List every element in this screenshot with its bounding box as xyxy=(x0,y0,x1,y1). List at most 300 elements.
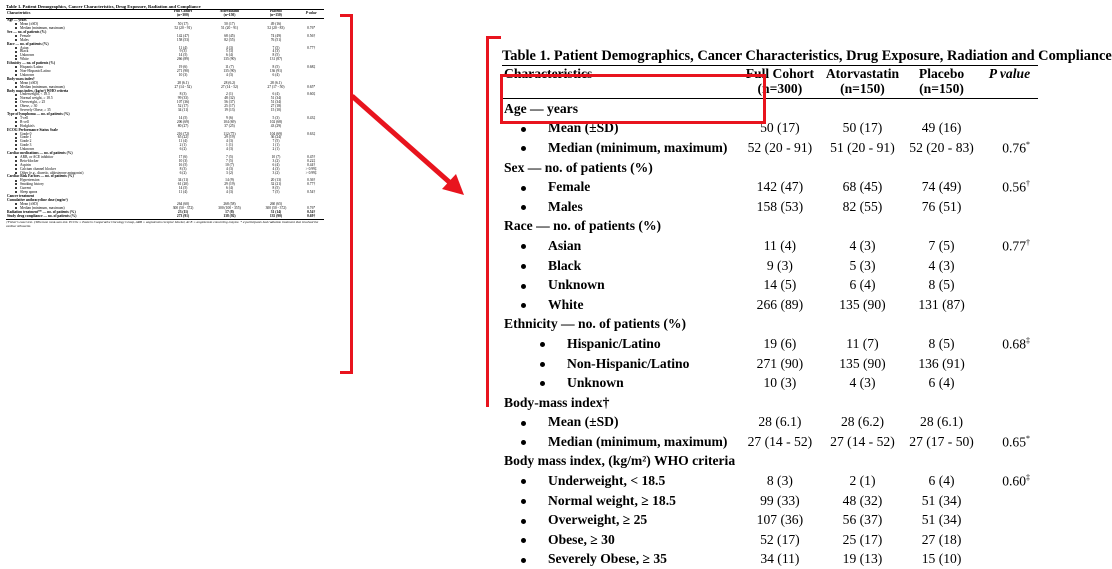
thumb-cell-placebo: 8 (5) xyxy=(254,54,299,58)
thumb-cell-placebo: 131 (87) xyxy=(254,58,299,62)
zoom-cell-pvalue xyxy=(981,236,1038,256)
zoom-cell-ator xyxy=(823,452,903,472)
thumb-cell-ator: 3 (2) xyxy=(205,172,253,176)
zoom-row-label xyxy=(502,491,737,511)
zoom-row-label-text: Black xyxy=(548,258,581,273)
thumb-row-label-text: Hodgkin's xyxy=(20,124,35,128)
bullet-icon xyxy=(521,519,526,524)
zoom-row-label xyxy=(502,530,737,550)
thumb-cell-ator: 135 (90) xyxy=(205,70,253,74)
zoom-cell-ator: 56 (37) xyxy=(823,510,903,530)
thumb-cell-ator: 4 (3) xyxy=(205,148,253,152)
zoom-cell-ator: 5 (3) xyxy=(823,256,903,276)
thumb-cell-ator: 7 (5) xyxy=(205,160,253,164)
thumb-pvalue-text: 0.76* xyxy=(307,206,315,210)
thumb-cell-ator: 4 (3) xyxy=(205,191,253,195)
zoom-cell-pvalue xyxy=(981,491,1038,511)
thumb-row-label-text: Sex — no. of patients (%) xyxy=(7,30,46,34)
bullet-icon xyxy=(540,362,545,367)
zoom-cell-full: 50 (17) xyxy=(737,119,823,139)
zoom-header-ator: Atorvastatin (n=150) xyxy=(823,66,903,99)
zoom-header-placebo: Placebo (n=150) xyxy=(902,66,981,99)
zoom-cell-full xyxy=(737,452,823,472)
zoom-cell-full: 8 (3) xyxy=(737,471,823,491)
thumb-cell-ator: 28 (6.2) xyxy=(205,82,253,86)
zoom-row-label xyxy=(502,177,737,197)
thumb-cell-placebo: 300 (50 - 372) xyxy=(254,207,299,211)
thumb-cell-ator: 10 (7) xyxy=(205,164,253,168)
thumb-cell-placebo: 20 (13) xyxy=(254,179,299,183)
thumb-row-label-text: Mean (±SD) xyxy=(20,81,38,85)
zoom-cell-ator xyxy=(823,315,903,335)
bullet-icon xyxy=(521,186,526,191)
bullet-icon xyxy=(15,183,17,185)
bullet-icon xyxy=(540,342,545,347)
zoom-row-label xyxy=(502,432,737,452)
zoom-row-label-text: Asian xyxy=(548,238,581,253)
thumb-cell-full: 266 (89) xyxy=(161,58,206,62)
zoom-row-label xyxy=(502,256,737,276)
zoom-row-label-text: Body-mass index† xyxy=(504,395,609,410)
zoom-row-label xyxy=(502,315,737,335)
thumb-pvalue-text: 0.54† xyxy=(307,210,315,214)
zoom-pvalue-mark: † xyxy=(1026,238,1030,247)
thumb-row-label-text: Hispanic/Latino xyxy=(20,65,43,69)
thumb-row-label-text: Grade 2 xyxy=(20,139,31,143)
zoom-cell-placebo: 28 (6.1) xyxy=(902,413,981,433)
bullet-icon xyxy=(521,421,526,426)
zoom-pvalue-text: 0.68 xyxy=(1002,336,1026,351)
thumb-row-label-text: Calcium channel blocker xyxy=(20,167,56,171)
thumb-cell-placebo: 135 (90) xyxy=(254,215,299,219)
bullet-icon xyxy=(521,499,526,504)
zoom-cell-placebo: 27 (18) xyxy=(902,530,981,550)
thumb-cell-placebo: 260 (65) xyxy=(254,203,299,207)
zoom-row-label xyxy=(502,217,737,237)
thumb-cell-placebo: 15 (10) xyxy=(254,109,299,113)
bullet-icon xyxy=(521,479,526,484)
thumb-cell-ator: 56 (37) xyxy=(205,101,253,105)
zoom-table-row xyxy=(502,177,1038,197)
thumb-cell-ator: 268 (58) xyxy=(205,203,253,207)
zoom-pvalue-mark: * xyxy=(1026,434,1030,443)
thumb-cell-full: 34 (11) xyxy=(161,179,206,183)
bullet-icon xyxy=(15,137,17,139)
bullet-icon xyxy=(15,47,17,49)
zoom-cell-full: 14 (5) xyxy=(737,275,823,295)
zoom-cell-ator xyxy=(823,158,903,178)
thumb-cell-ator: 25 (17) xyxy=(205,105,253,109)
zoom-cell-pvalue xyxy=(981,550,1038,569)
thumb-cell-placebo: 7 (5) xyxy=(254,47,299,51)
zoom-row-label-text: Median (minimum, maximum) xyxy=(548,434,727,449)
bullet-icon xyxy=(15,98,17,100)
thumb-row-label-text: Age — years xyxy=(7,18,27,22)
thumb-cell-full: 50 (17) xyxy=(161,23,206,27)
thumb-row-label-text: Normal weight, ≥ 18.5 xyxy=(20,96,53,100)
thumb-cell-placebo: 4 (3) xyxy=(254,168,299,172)
zoom-cell-ator: 4 (3) xyxy=(823,236,903,256)
zoom-pvalue-text: 0.76 xyxy=(1002,140,1026,155)
thumb-row-label-text: Aspirin xyxy=(20,163,31,167)
thumb-cell-placebo: 6 (4) xyxy=(254,74,299,78)
zoom-row-label-text: Mean (±SD) xyxy=(548,414,619,429)
table-thumbnail xyxy=(6,4,324,366)
bullet-icon xyxy=(15,156,17,158)
bullet-icon xyxy=(15,187,17,189)
thumb-cell-placebo: 51 (34) xyxy=(254,101,299,105)
bullet-icon xyxy=(15,27,17,29)
zoom-row-label-text: Overweight, ≥ 25 xyxy=(548,512,647,527)
zoom-row-label-text: Normal weight, ≥ 18.5 xyxy=(548,493,676,508)
zoom-cell-full: 27 (14 - 52) xyxy=(737,432,823,452)
zoom-cell-pvalue xyxy=(981,530,1038,550)
thumb-cell-ator: 4 (3) xyxy=(205,74,253,78)
bullet-icon xyxy=(15,55,17,57)
thumbnail-header-row xyxy=(6,10,324,19)
zoom-cell-pvalue xyxy=(981,275,1038,295)
thumb-pvalue-text: > 0.99‡ xyxy=(306,167,317,171)
thumb-row-label-text: Beta-blocker xyxy=(20,159,39,163)
zoom-cell-placebo: 74 (49) xyxy=(902,177,981,197)
thumb-pvalue-text: 0.36† xyxy=(307,178,315,182)
zoom-cell-full: 158 (53) xyxy=(737,197,823,217)
thumb-cell-ator: 4 (3) xyxy=(205,140,253,144)
zoom-cell-placebo: 131 (87) xyxy=(902,295,981,315)
zoom-cell-ator xyxy=(823,99,903,119)
bullet-icon xyxy=(15,35,17,37)
thumb-cell-full: 80 (27) xyxy=(161,125,206,129)
zoom-table-row xyxy=(502,550,1038,569)
zoom-row-label-text: Female xyxy=(548,179,590,194)
thumb-cell-full: 52 (20 - 91) xyxy=(161,27,206,31)
thumb-row-label-text: Median (minimum, maximum) xyxy=(20,26,65,30)
bullet-icon xyxy=(521,440,526,445)
thumbnail-footnote: †Fisher's exact test. ‡Wilcoxon rank-sum test. ECOG = Eastern Cooperative Oncology Group, ARB = angiotensin receptor blocker, ACE = angiotensin converting enzyme. * 4 participants had radiation treatment that involved the cardiac silhouette. xyxy=(6,219,324,228)
bullet-icon xyxy=(15,172,17,174)
bullet-icon xyxy=(15,121,17,123)
zoom-row-label xyxy=(502,236,737,256)
thumb-cell-full: 19 (6) xyxy=(161,66,206,70)
thumb-cell-full: 300 (50 - 372) xyxy=(161,207,206,211)
zoom-row-label xyxy=(502,413,737,433)
thumb-row-label-text: Smoking history xyxy=(20,182,44,186)
thumb-row-label xyxy=(6,215,161,219)
zoom-pvalue-mark: † xyxy=(1026,179,1030,188)
thumb-row-label-text: Males xyxy=(20,38,29,42)
thumb-header-pvalue: P value xyxy=(298,10,324,19)
thumb-row-label-text: Grade 0 xyxy=(20,132,31,136)
bullet-icon xyxy=(521,284,526,289)
zoom-cell-pvalue xyxy=(981,177,1038,197)
zoom-row-label xyxy=(502,354,737,374)
zoom-cell-full: 11 (4) xyxy=(737,236,823,256)
thumb-cell-placebo: 3 (2) xyxy=(254,160,299,164)
zoom-cell-pvalue xyxy=(981,158,1038,178)
zoom-cell-ator: 6 (4) xyxy=(823,275,903,295)
thumb-cell-ator: 6 (4) xyxy=(205,54,253,58)
thumb-cell-ator: 82 (55) xyxy=(205,39,253,43)
zoom-cell-placebo: 7 (5) xyxy=(902,236,981,256)
highlight-box xyxy=(500,74,766,124)
bullet-icon xyxy=(15,101,17,103)
zoom-cell-ator xyxy=(823,393,903,413)
zoom-pvalue-text: 0.56 xyxy=(1002,179,1026,194)
zoom-cell-full: 266 (89) xyxy=(737,295,823,315)
zoom-row-label-text: Age — years xyxy=(504,101,578,116)
thumb-cell-placebo: 6 (4) xyxy=(254,93,299,97)
bullet-icon xyxy=(15,58,17,60)
zoom-row-label-text: Males xyxy=(548,199,583,214)
bullet-icon xyxy=(521,146,526,151)
bullet-icon xyxy=(15,51,17,53)
thumb-cell-full: 8 (3) xyxy=(161,93,206,97)
bullet-icon xyxy=(521,205,526,210)
zoom-cell-full: 142 (47) xyxy=(737,177,823,197)
thumb-cell-placebo: 36 (24) xyxy=(254,136,299,140)
thumb-cell-ator: 4 (3) xyxy=(205,47,253,51)
zoom-table-row xyxy=(502,158,1038,178)
thumb-pvalue-text: 0.69† xyxy=(307,214,315,218)
zoom-row-label-text: Sex — no. of patients (%) xyxy=(504,160,653,175)
zoom-cell-ator: 68 (45) xyxy=(823,177,903,197)
zoom-cell-placebo: 15 (10) xyxy=(902,550,981,569)
zoom-cell-full xyxy=(737,315,823,335)
zoom-row-label xyxy=(502,197,737,217)
bullet-icon xyxy=(15,86,17,88)
thumb-cell-placebo: 6 (4) xyxy=(254,164,299,168)
bullet-icon xyxy=(15,82,17,84)
thumb-cell-full: 14 (5) xyxy=(161,117,206,121)
thumb-row-label-text: Radiation treatment** — no. of patients (%) xyxy=(7,210,76,214)
thumb-cell-ator: 2 (1) xyxy=(205,93,253,97)
thumb-row-label-text: Female xyxy=(20,34,31,38)
thumb-row-label-text: Mean (±SD) xyxy=(20,22,38,26)
thumb-cell-ator: 4 (3) xyxy=(205,168,253,172)
zoom-cell-pvalue xyxy=(981,413,1038,433)
zoom-header-characteristics: Characteristics xyxy=(502,66,737,99)
zoom-table-row xyxy=(502,315,1038,335)
thumb-pvalue-text: 0.60‡ xyxy=(307,92,315,96)
thumb-row-label-text: ECOG Performance Status Scale xyxy=(7,128,58,132)
thumb-cell-placebo: 76 (51) xyxy=(254,39,299,43)
zoom-cell-ator: 2 (1) xyxy=(823,471,903,491)
thumb-pvalue-text: 0.56† xyxy=(307,34,315,38)
thumb-cell-placebo: 51 (34) xyxy=(254,97,299,101)
zoom-cell-pvalue xyxy=(981,432,1038,452)
zoom-cell-ator: 4 (3) xyxy=(823,373,903,393)
zoom-row-label-text: Hispanic/Latino xyxy=(567,336,661,351)
thumb-row-label-text: Obese, ≥ 30 xyxy=(20,104,37,108)
thumb-cell-placebo: 104 (69) xyxy=(254,133,299,137)
zoom-pvalue-text: 0.65 xyxy=(1002,434,1026,449)
bullet-icon xyxy=(15,66,17,68)
thumb-cell-full: 99 (33) xyxy=(161,97,206,101)
thumb-row-label-text: Non-Hispanic/Latino xyxy=(20,69,51,73)
thumb-row-label-text: Cancer treatment xyxy=(7,194,34,198)
thumb-row-label-text: Overweight, ≥ 25 xyxy=(20,100,45,104)
bullet-icon xyxy=(521,558,526,563)
thumb-row-label-text: Cardiac Risk Factors — no. of patients (%) xyxy=(7,174,74,178)
zoom-row-label xyxy=(502,452,737,472)
thumb-cell-placebo: 4 (3) xyxy=(254,50,299,54)
zoom-table-row xyxy=(502,236,1038,256)
zoom-cell-full: 28 (6.1) xyxy=(737,413,823,433)
zoom-cell-ator: 48 (32) xyxy=(823,491,903,511)
thumb-cell-full: 6 (2) xyxy=(161,172,206,176)
thumb-row-label-text: Severely Obese, ≥ 35 xyxy=(20,108,51,112)
zoom-cell-ator: 27 (14 - 52) xyxy=(823,432,903,452)
zoom-cell-placebo: 27 (17 - 50) xyxy=(902,432,981,452)
thumb-cell-ator: 14 (9) xyxy=(205,179,253,183)
thumb-row-label-text: Study drug compliance — no. of patients (%) xyxy=(7,214,76,218)
thumb-row-label-text: Underweight, < 18.5 xyxy=(20,92,50,96)
thumb-cell-placebo: 136 (91) xyxy=(254,70,299,74)
bullet-icon xyxy=(15,133,17,135)
thumb-cell-placebo: 74 (49) xyxy=(254,35,299,39)
zoom-pvalue-text: 0.77 xyxy=(1002,238,1026,253)
thumb-cell-ator: 27 (14 - 52) xyxy=(205,86,253,90)
thumb-cell-placebo: 5 (3) xyxy=(254,117,299,121)
thumb-cell-full: 10 (3) xyxy=(161,160,206,164)
zoom-cell-ator: 25 (17) xyxy=(823,530,903,550)
zoom-cell-pvalue xyxy=(981,452,1038,472)
thumb-cell-ator: 5 (3) xyxy=(205,50,253,54)
zoom-cell-ator: 50 (17) xyxy=(823,119,903,139)
thumb-cell-ator: 135 (90) xyxy=(205,58,253,62)
thumb-cell-full: 206 (69) xyxy=(161,121,206,125)
thumb-row-label-text: Hypertension xyxy=(20,178,39,182)
zoom-table-row xyxy=(502,217,1038,237)
zoom-table-row xyxy=(502,471,1038,491)
zoom-row-label-text: Unknown xyxy=(548,277,605,292)
bullet-icon xyxy=(15,191,17,193)
zoom-row-label-text: Unknown xyxy=(567,375,624,390)
thumb-cell-full: 11 (4) xyxy=(161,140,206,144)
zoom-row-label-text: Body mass index, (kg/m²) WHO criteria xyxy=(504,453,735,468)
zoom-header-full: Full Cohort (n=300) xyxy=(737,66,823,99)
zoom-cell-placebo: 76 (51) xyxy=(902,197,981,217)
thumb-header-placebo: Placebo (n=150) xyxy=(254,10,299,19)
zoom-cell-full xyxy=(737,217,823,237)
zoom-table-row xyxy=(502,334,1038,354)
thumb-cell-full: 11 (4) xyxy=(161,191,206,195)
bullet-icon xyxy=(15,160,17,162)
thumbnail-table-body xyxy=(6,19,324,219)
thumb-header-characteristics: Characteristics xyxy=(6,10,161,19)
zoom-table-body xyxy=(502,99,1038,569)
thumb-row-label-text: Race — no. of patients (%) xyxy=(7,42,49,46)
zoom-cell-placebo xyxy=(902,99,981,119)
thumb-cell-ator: 17 (8) xyxy=(205,211,253,215)
thumb-cell-ator: 29 (19) xyxy=(205,136,253,140)
bullet-icon xyxy=(521,127,526,132)
zoom-cell-placebo: 51 (34) xyxy=(902,510,981,530)
zoom-header-pvalue: P value xyxy=(981,66,1038,99)
zoom-pvalue-text: 0.60 xyxy=(1002,473,1026,488)
thumb-cell-ator: 9 (6) xyxy=(205,117,253,121)
thumb-pvalue-text: 0.44† xyxy=(307,163,315,167)
thumb-cell-ator: 300 (100 - 355) xyxy=(205,207,253,211)
zoom-pvalue-mark: ‡ xyxy=(1026,336,1030,345)
thumb-cell-full: 271 (90) xyxy=(161,70,206,74)
bullet-icon xyxy=(15,39,17,41)
thumb-cell-ator: 1 (1) xyxy=(205,144,253,148)
thumb-cell-full: 11 (4) xyxy=(161,47,206,51)
zoom-table-row xyxy=(502,275,1038,295)
thumb-cell-full: 264 (60) xyxy=(161,203,206,207)
zoom-table xyxy=(502,65,1038,569)
thumb-pvalue-text: 0.22‡ xyxy=(307,159,315,163)
zoom-row-label-text: Non-Hispanic/Latino xyxy=(567,356,689,371)
zoom-row-label xyxy=(502,550,737,569)
thumb-cell-full: 158 (53) xyxy=(161,39,206,43)
zoom-cell-full: 10 (3) xyxy=(737,373,823,393)
zoom-cell-placebo: 8 (5) xyxy=(902,334,981,354)
thumb-cell-ator: 112 (75) xyxy=(205,133,253,137)
zoom-cell-pvalue xyxy=(981,197,1038,217)
zoom-table-row xyxy=(502,510,1038,530)
zoom-cell-full: 19 (6) xyxy=(737,334,823,354)
zoom-cell-ator: 11 (7) xyxy=(823,334,903,354)
zoom-table-row xyxy=(502,413,1038,433)
bullet-icon xyxy=(15,105,17,107)
zoom-cell-pvalue xyxy=(981,256,1038,276)
bullet-icon xyxy=(15,203,17,205)
zoom-row-label-text: Obese, ≥ 30 xyxy=(548,532,615,547)
thumb-cell-ator: 29 (19) xyxy=(205,183,253,187)
thumb-cell-placebo: 3 (2) xyxy=(254,172,299,176)
zoom-table-row xyxy=(502,452,1038,472)
thumb-row-label-text: Body mass index, (kg/m²) WHO criteria xyxy=(7,89,68,93)
zoom-table-row xyxy=(502,393,1038,413)
zoom-cell-ator: 82 (55) xyxy=(823,197,903,217)
zoom-cell-pvalue xyxy=(981,295,1038,315)
thumb-table-row xyxy=(6,215,324,219)
thumb-cell-full: 65 (22) xyxy=(161,136,206,140)
thumb-cell-full: 23 (11) xyxy=(161,211,206,215)
zoom-row-label xyxy=(502,373,737,393)
zoom-cell-placebo: 51 (34) xyxy=(902,491,981,511)
thumb-cell-full: 8 (3) xyxy=(161,168,206,172)
thumb-cell-full: 2 (1) xyxy=(161,144,206,148)
thumb-pvalue-text: 0.54† xyxy=(307,190,315,194)
bullet-icon xyxy=(15,164,17,166)
thumb-cell-full: 34 (11) xyxy=(161,109,206,113)
thumb-row-label-text: Median (minimum, maximum) xyxy=(20,206,65,210)
thumb-row-label-text: Unknown xyxy=(20,147,34,151)
thumb-row-label-text: Ethnicity — no. of patients (%) xyxy=(7,61,55,65)
thumb-row-label-text: Median (minimum, maximum) xyxy=(20,85,65,89)
zoom-cell-placebo xyxy=(902,217,981,237)
thumb-cell-placebo: 31 (14) xyxy=(254,211,299,215)
thumb-row-label-text: Body-mass index† xyxy=(7,77,35,81)
zoom-table-row xyxy=(502,256,1038,276)
zoom-cell-placebo: 49 (16) xyxy=(902,119,981,139)
thumb-cell-full: 61 (20) xyxy=(161,183,206,187)
thumb-cell-ator: 48 (32) xyxy=(205,97,253,101)
zoom-cell-placebo xyxy=(902,452,981,472)
zoom-cell-placebo: 4 (3) xyxy=(902,256,981,276)
bullet-icon xyxy=(15,180,17,182)
bullet-icon xyxy=(15,74,17,76)
bullet-icon xyxy=(15,117,17,119)
zoom-cell-ator: 28 (6.2) xyxy=(823,413,903,433)
zoom-table-row xyxy=(502,530,1038,550)
zoom-cell-placebo: 8 (5) xyxy=(902,275,981,295)
thumb-cell-ator: 104 (69) xyxy=(205,121,253,125)
thumb-pvalue-text: 0.77† xyxy=(307,182,315,186)
